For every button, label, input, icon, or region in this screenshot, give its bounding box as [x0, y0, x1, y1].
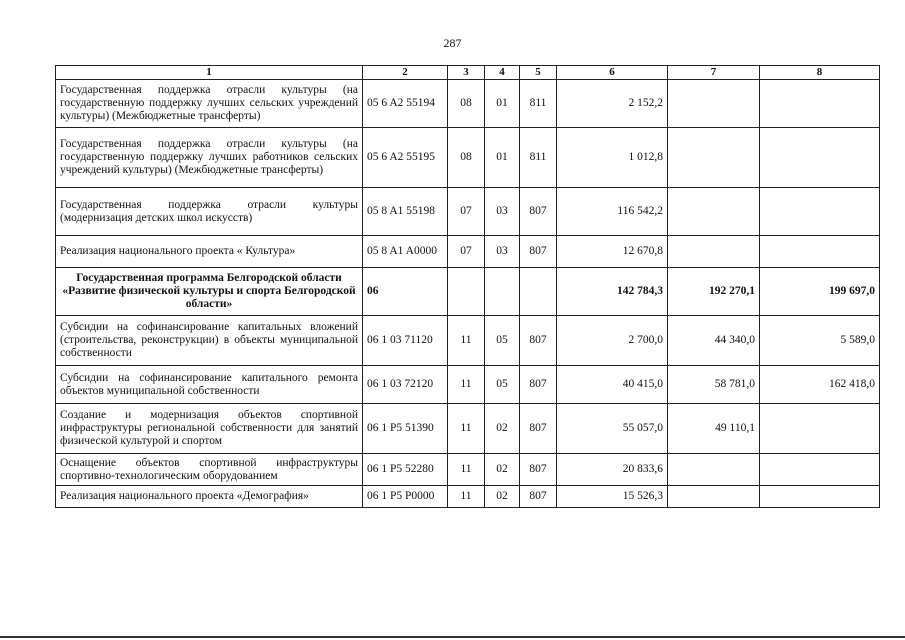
table-row	[56, 486, 880, 508]
row-amount-col8: 162 418,0	[760, 366, 880, 404]
row-section: 08	[448, 128, 485, 188]
row-subsection: 01	[485, 128, 520, 188]
row-section: 07	[448, 236, 485, 268]
row-amount-col7: 49 110,1	[668, 404, 760, 454]
table-row	[56, 80, 880, 128]
row-subsection	[485, 268, 520, 316]
row-description: Создание и модернизация объектов спортивной инфраструктуры региональной собственности для занятий физической культурой и спортом	[56, 404, 363, 454]
budget-table	[55, 65, 880, 508]
row-amount-col7: 44 340,0	[668, 316, 760, 366]
row-amount-col7: 58 781,0	[668, 366, 760, 404]
row-amount-col6: 116 542,2	[557, 188, 668, 236]
row-amount-col8	[760, 188, 880, 236]
row-amount-col8	[760, 486, 880, 508]
row-expense-type: 807	[520, 486, 557, 508]
row-description: Субсидии на софинансирование капитального ремонта объектов муниципальной собственности	[56, 366, 363, 404]
row-amount-col7	[668, 236, 760, 268]
row-section: 11	[448, 404, 485, 454]
table-body	[56, 80, 880, 508]
row-target-code: 06 1 03 71120	[363, 316, 448, 366]
row-expense-type: 807	[520, 404, 557, 454]
row-subsection: 03	[485, 188, 520, 236]
row-amount-col6: 40 415,0	[557, 366, 668, 404]
table-row	[56, 188, 880, 236]
row-amount-col6: 142 784,3	[557, 268, 668, 316]
col-header-8: 8	[760, 66, 880, 80]
row-description: Реализация национального проекта «Демография»	[56, 486, 363, 508]
row-subsection: 02	[485, 454, 520, 486]
row-target-code: 05 8 A1 55198	[363, 188, 448, 236]
col-header-3: 3	[448, 66, 485, 80]
table-row	[56, 454, 880, 486]
row-section: 11	[448, 366, 485, 404]
row-amount-col8	[760, 236, 880, 268]
col-header-7: 7	[668, 66, 760, 80]
row-section: 11	[448, 454, 485, 486]
row-subsection: 05	[485, 316, 520, 366]
row-expense-type: 811	[520, 80, 557, 128]
col-header-1: 1	[56, 66, 363, 80]
row-expense-type: 807	[520, 366, 557, 404]
table-row	[56, 404, 880, 454]
row-amount-col6: 15 526,3	[557, 486, 668, 508]
row-expense-type: 807	[520, 236, 557, 268]
table-row	[56, 128, 880, 188]
row-target-code: 06	[363, 268, 448, 316]
row-description: Субсидии на софинансирование капитальных вложений (строительства, реконструкции) в объекты муниципальной собственности	[56, 316, 363, 366]
row-amount-col6: 2 152,2	[557, 80, 668, 128]
row-amount-col7	[668, 188, 760, 236]
row-expense-type: 811	[520, 128, 557, 188]
row-amount-col8	[760, 454, 880, 486]
row-section	[448, 268, 485, 316]
row-description: Государственная поддержка отрасли культуры (на государственную поддержку лучших работников сельских учреждений культуры) (Межбюджетные трансферты)	[56, 128, 363, 188]
row-description: Реализация национального проекта « Культура»	[56, 236, 363, 268]
row-subsection: 02	[485, 486, 520, 508]
row-description: Государственная поддержка отрасли культуры (модернизация детских школ искусств)	[56, 188, 363, 236]
row-subsection: 05	[485, 366, 520, 404]
row-amount-col8	[760, 404, 880, 454]
row-target-code: 05 8 A1 A0000	[363, 236, 448, 268]
row-target-code: 06 1 P5 51390	[363, 404, 448, 454]
row-target-code: 06 1 03 72120	[363, 366, 448, 404]
row-amount-col8	[760, 80, 880, 128]
header-row	[56, 66, 880, 80]
row-subsection: 03	[485, 236, 520, 268]
table-row	[56, 316, 880, 366]
table-row	[56, 268, 880, 316]
row-amount-col6: 20 833,6	[557, 454, 668, 486]
col-header-4: 4	[485, 66, 520, 80]
row-amount-col6: 12 670,8	[557, 236, 668, 268]
row-amount-col8: 199 697,0	[760, 268, 880, 316]
col-header-6: 6	[557, 66, 668, 80]
row-target-code: 05 6 A2 55194	[363, 80, 448, 128]
row-section: 08	[448, 80, 485, 128]
row-expense-type	[520, 268, 557, 316]
row-amount-col7	[668, 454, 760, 486]
row-expense-type: 807	[520, 188, 557, 236]
row-description: Государственная поддержка отрасли культуры (на государственную поддержку лучших сельских учреждений культуры) (Межбюджетные трансферты)	[56, 80, 363, 128]
row-amount-col6: 55 057,0	[557, 404, 668, 454]
row-amount-col7	[668, 486, 760, 508]
row-target-code: 05 6 A2 55195	[363, 128, 448, 188]
page-number: 287	[443, 36, 462, 50]
page-bottom-edge	[0, 636, 905, 638]
row-target-code: 06 1 P5 P0000	[363, 486, 448, 508]
row-expense-type: 807	[520, 316, 557, 366]
row-section: 11	[448, 316, 485, 366]
table-row	[56, 366, 880, 404]
row-amount-col8: 5 589,0	[760, 316, 880, 366]
col-header-5: 5	[520, 66, 557, 80]
row-amount-col7	[668, 80, 760, 128]
table-row	[56, 236, 880, 268]
row-amount-col8	[760, 128, 880, 188]
row-subsection: 02	[485, 404, 520, 454]
row-subsection: 01	[485, 80, 520, 128]
row-expense-type: 807	[520, 454, 557, 486]
row-description: Оснащение объектов спортивной инфраструктуры спортивно-технологическим оборудованием	[56, 454, 363, 486]
col-header-2: 2	[363, 66, 448, 80]
row-target-code: 06 1 P5 52280	[363, 454, 448, 486]
row-amount-col6: 2 700,0	[557, 316, 668, 366]
row-amount-col6: 1 012,8	[557, 128, 668, 188]
row-description: Государственная программа Белгородской области «Развитие физической культуры и спорта Белгородской области»	[56, 268, 363, 316]
row-section: 07	[448, 188, 485, 236]
row-amount-col7: 192 270,1	[668, 268, 760, 316]
row-section: 11	[448, 486, 485, 508]
row-amount-col7	[668, 128, 760, 188]
